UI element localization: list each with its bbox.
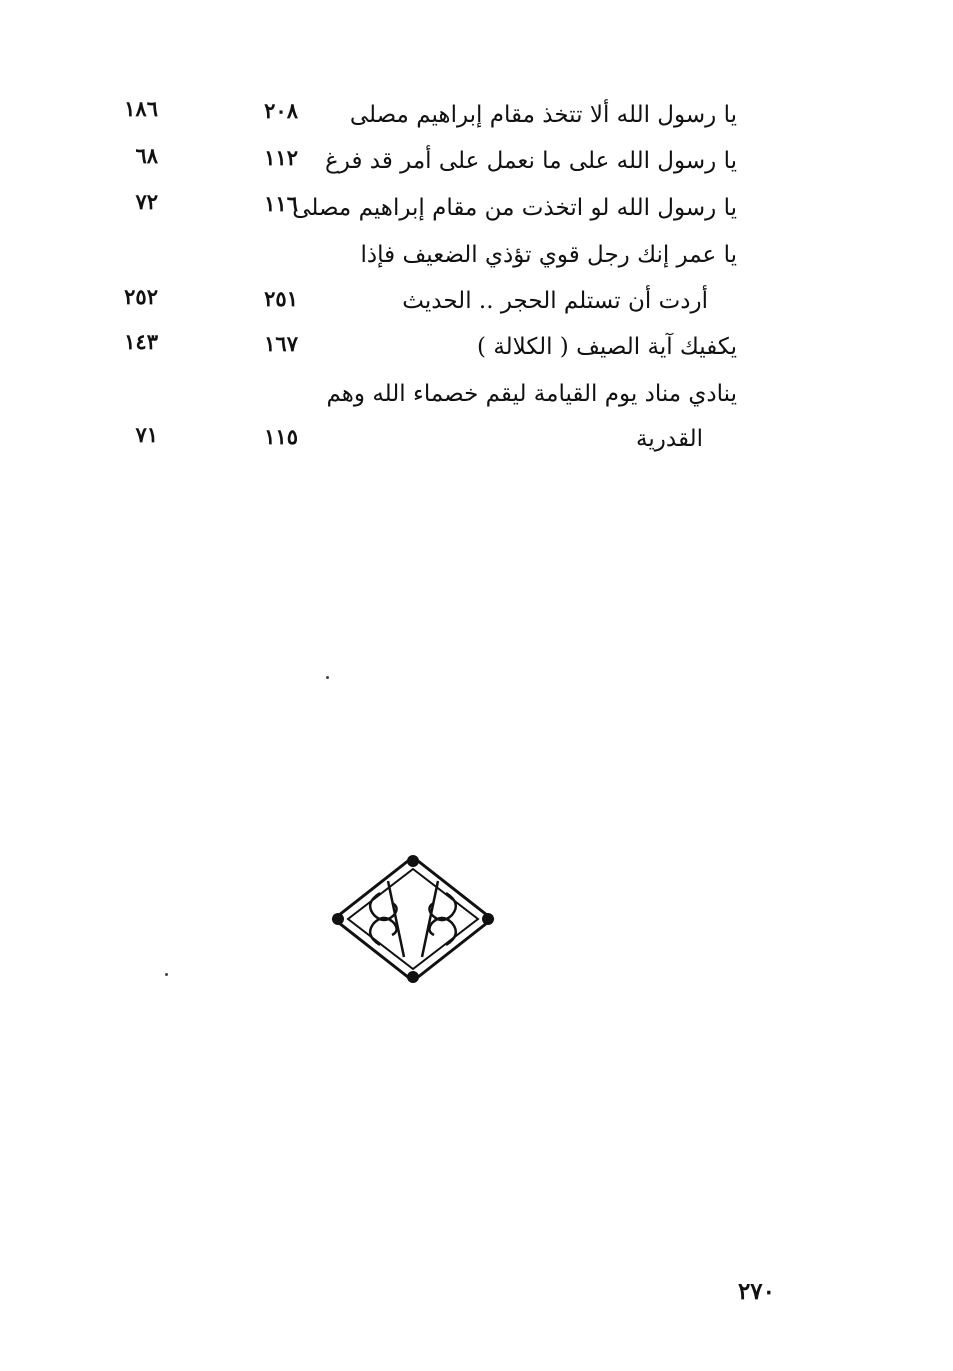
entry-col1-number: ٢٥٢ <box>124 284 158 309</box>
entry-col2-number: ١١٥ <box>264 424 298 449</box>
entry-col1-number: ٧١ <box>135 422 158 447</box>
entry-text-line: يا رسول الله لو اتخذت من مقام إبراهيم مصلى <box>292 195 737 221</box>
decorative-ornament <box>330 853 496 985</box>
entry-col1-number: ١٤٣ <box>124 329 158 354</box>
entry-col2-number: ١٦٧ <box>264 331 298 356</box>
entry-col2-number: ١١٢ <box>264 145 298 170</box>
ink-speck <box>165 973 168 976</box>
entry-text-line: يكفيك آية الصيف ( الكلالة ) <box>477 334 737 360</box>
entry-text-line: يا عمر إنك رجل قوي تؤذي الضعيف فإذا <box>360 242 737 268</box>
entry-col2-number: ٢٥١ <box>264 286 298 311</box>
page-number: ٢٧٠ <box>737 1278 775 1305</box>
entry-col2-number: ٢٠٨ <box>264 98 298 123</box>
entry-col1-number: ٦٨ <box>135 143 158 168</box>
entry-text-continuation: أردت أن تستلم الحجر .. الحديث <box>402 288 708 314</box>
entry-text-line: ينادي مناد يوم القيامة ليقم خصماء الله وهم <box>326 381 737 407</box>
entry-text-line: يا رسول الله على ما نعمل على أمر قد فرغ <box>325 148 737 174</box>
entry-col2-number: ١١٦ <box>264 191 298 216</box>
entry-col1-number: ١٨٦ <box>124 96 158 121</box>
entry-text-continuation: القدرية <box>636 426 703 452</box>
entry-text-line: يا رسول الله ألا تتخذ مقام إبراهيم مصلى <box>349 102 737 128</box>
entry-col1-number: ٧٢ <box>135 189 158 214</box>
ink-speck <box>326 676 329 679</box>
